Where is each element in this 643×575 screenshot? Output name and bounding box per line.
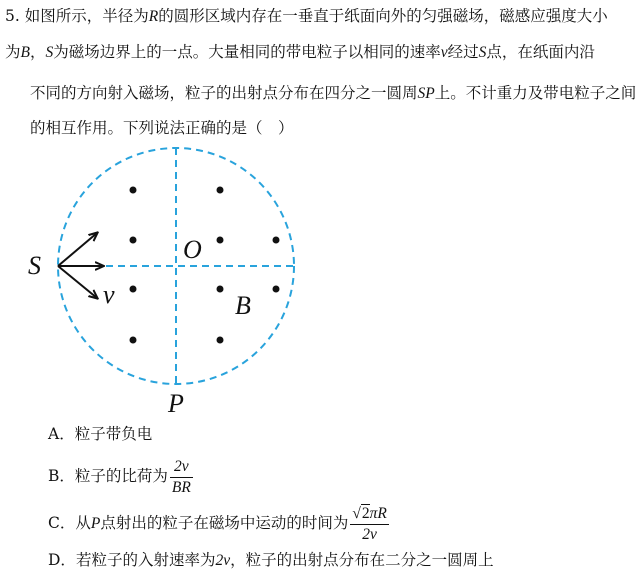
field-dot: [217, 337, 224, 344]
label-O: O: [183, 235, 202, 264]
var-R: R: [148, 8, 159, 25]
field-dot: [130, 237, 137, 244]
var-speed: 2v: [215, 552, 231, 569]
option-text: 若粒子的入射速率为: [75, 551, 216, 569]
field-dot: [217, 187, 224, 194]
option-b: [48, 456, 195, 497]
question-number: 5.: [5, 7, 20, 25]
question-text: 不同的方向射入磁场，粒子的出射点分布在四分之一圆周: [30, 84, 418, 102]
option-c: [48, 503, 391, 544]
option-d: [48, 550, 494, 571]
field-dot: [130, 337, 137, 344]
question-text: 为: [5, 43, 21, 61]
question-text: 如图所示，半径为: [24, 7, 149, 25]
sqrt-radicand: 2: [361, 504, 370, 522]
field-dot: [217, 237, 224, 244]
fraction-numerator: [350, 505, 389, 525]
question-text: 的圆形区域内存在一垂直于纸面向外的匀强磁场，磁感应强度大小: [158, 7, 608, 25]
question-text: 经过: [447, 43, 479, 61]
arrow-up: [58, 233, 97, 266]
sqrt-sign: √: [352, 504, 361, 522]
field-dot: [273, 237, 280, 244]
option-letter: A．: [48, 425, 75, 443]
option-letter: C．: [48, 514, 76, 532]
label-B: B: [235, 291, 251, 320]
question-text: 的相互作用。下列说法正确的是（ ）: [30, 119, 294, 137]
var-S: S: [45, 44, 54, 61]
fraction-time: [350, 505, 389, 544]
var-P: P: [90, 515, 101, 532]
arrow-down: [58, 266, 97, 298]
fraction-denominator: BR: [171, 478, 191, 496]
option-text: 从: [75, 514, 91, 532]
question-text: ，: [29, 43, 46, 61]
option-text: ，粒子的出射点分布在二分之一圆周上: [230, 551, 494, 569]
option-text: 点射出的粒子在磁场中运动的时间为: [100, 514, 349, 532]
var-SP: SP: [417, 85, 435, 102]
option-letter: B．: [48, 467, 75, 485]
option-a: [48, 424, 152, 444]
field-dot: [273, 286, 280, 293]
label-P: P: [168, 389, 184, 418]
option-text: 粒子的比荷为: [74, 467, 168, 485]
var-v: v: [440, 44, 448, 61]
var-B: B: [20, 44, 30, 61]
question-text: 点，在纸面内沿: [486, 43, 595, 61]
field-dot: [130, 286, 137, 293]
fraction-denominator: 2v: [362, 525, 377, 543]
label-v: v: [103, 280, 115, 309]
field-dot: [130, 187, 137, 194]
option-text: 粒子带负电: [74, 425, 153, 443]
numerator-rest: πR: [369, 504, 387, 522]
label-S: S: [28, 251, 41, 280]
question-text: 上。不计重力及带电粒子之间: [434, 84, 637, 102]
question-text: 为磁场边界上的一点。大量相同的带电粒子以相同的速率: [53, 43, 441, 61]
fraction-charge-ratio: [170, 458, 193, 497]
option-letter: D．: [48, 551, 76, 569]
field-dot: [217, 286, 224, 293]
var-S: S: [478, 44, 487, 61]
fraction-numerator: 2v: [170, 458, 193, 478]
velocity-arrows: [58, 233, 103, 298]
